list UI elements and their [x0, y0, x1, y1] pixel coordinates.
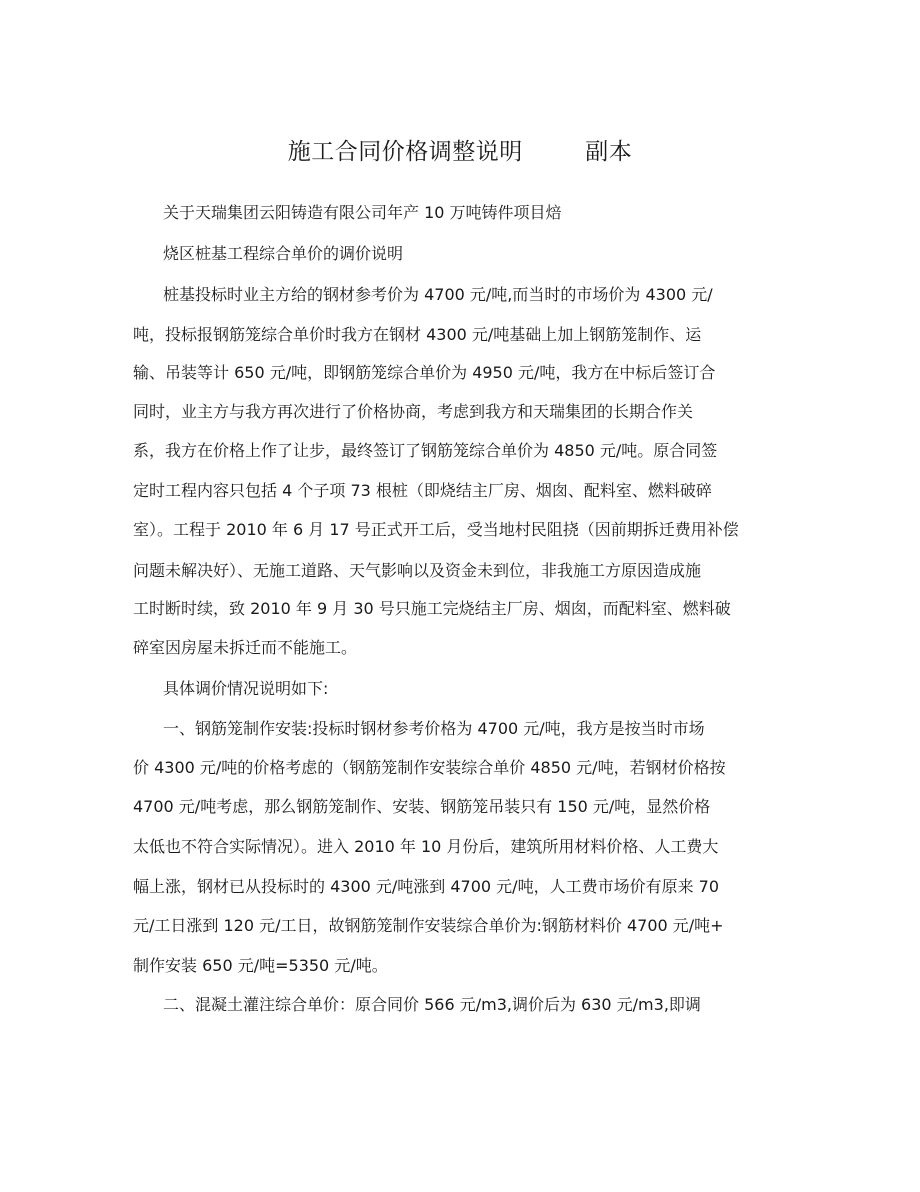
text-line: 4700 元/吨考虑，那么钢筋笼制作、安装、钢筋笼吊装只有 150 元/吨，显然价格 — [133, 797, 711, 816]
text-line: 二、混凝土灌注综合单价：原合同价 566 元/m3,调价后为 630 元/m3,即调 — [163, 995, 701, 1014]
text-line: 幅上涨，钢材已从投标时的 4300 元/吨涨到 4700 元/吨，人工费市场价有原来 70 — [133, 877, 720, 896]
document-title: 施工合同价格调整说明 副本 — [287, 139, 633, 165]
text-line: 同时，业主方与我方再次进行了价格协商，考虑到我方和天瑞集团的长期合作关 — [133, 402, 694, 421]
text-line: 一、钢筋笼制作安装:投标时钢材参考价格为 4700 元/吨，我方是按当时市场 — [163, 719, 705, 738]
text-line: 具体调价情况说明如下: — [163, 679, 329, 698]
text-line: 碎室因房屋未拆迁而不能施工。 — [133, 638, 358, 657]
text-line: 输、吊装等计 650 元/吨，即钢筋笼综合单价为 4950 元/吨，我方在中标后签订合 — [133, 363, 716, 382]
text-line: 问题未解决好）、无施工道路、天气影响以及资金未到位，非我施工方原因造成施 — [133, 561, 702, 580]
text-line: 烧区桩基工程综合单价的调价说明 — [163, 244, 404, 263]
text-line: 桩基投标时业主方给的钢材参考价为 4700 元/吨,而当时的市场价为 4300 元/ — [163, 285, 713, 304]
text-line: 系，我方在价格上作了让步，最终签订了钢筋笼综合单价为 4850 元/吨。原合同签 — [133, 441, 718, 460]
text-line: 室）。工程于 2010 年 6 月 17 号正式开工后，受当地村民阻挠（因前期拆迁费用补偿 — [133, 520, 739, 539]
text-line: 定时工程内容只包括 4 个子项 73 根桩（即烧结主厂房、烟囱、配料室、燃料破碎 — [133, 481, 712, 500]
text-line: 吨，投标报钢筋笼综合单价时我方在钢材 4300 元/吨基础上加上钢筋笼制作、运 — [133, 325, 702, 344]
text-line: 关于天瑞集团云阳铸造有限公司年产 10 万吨铸件项目焙 — [163, 203, 562, 222]
text-line: 制作安装 650 元/吨=5350 元/吨。 — [133, 956, 388, 975]
text-line: 工时断时续，致 2010 年 9 月 30 号只施工完烧结主厂房、烟囱，而配料室、燃料破 — [133, 599, 731, 618]
text-line: 价 4300 元/吨的价格考虑的（钢筋笼制作安装综合单价 4850 元/吨，若钢材价格按 — [133, 758, 726, 777]
text-line: 元/工日涨到 120 元/工日，故钢筋笼制作安装综合单价为:钢筋材料价 4700 元/吨+ — [133, 916, 724, 935]
text-line: 太低也不符合实际情况）。进入 2010 年 10 月份后，建筑所用材料价格、人工费大 — [133, 837, 719, 856]
